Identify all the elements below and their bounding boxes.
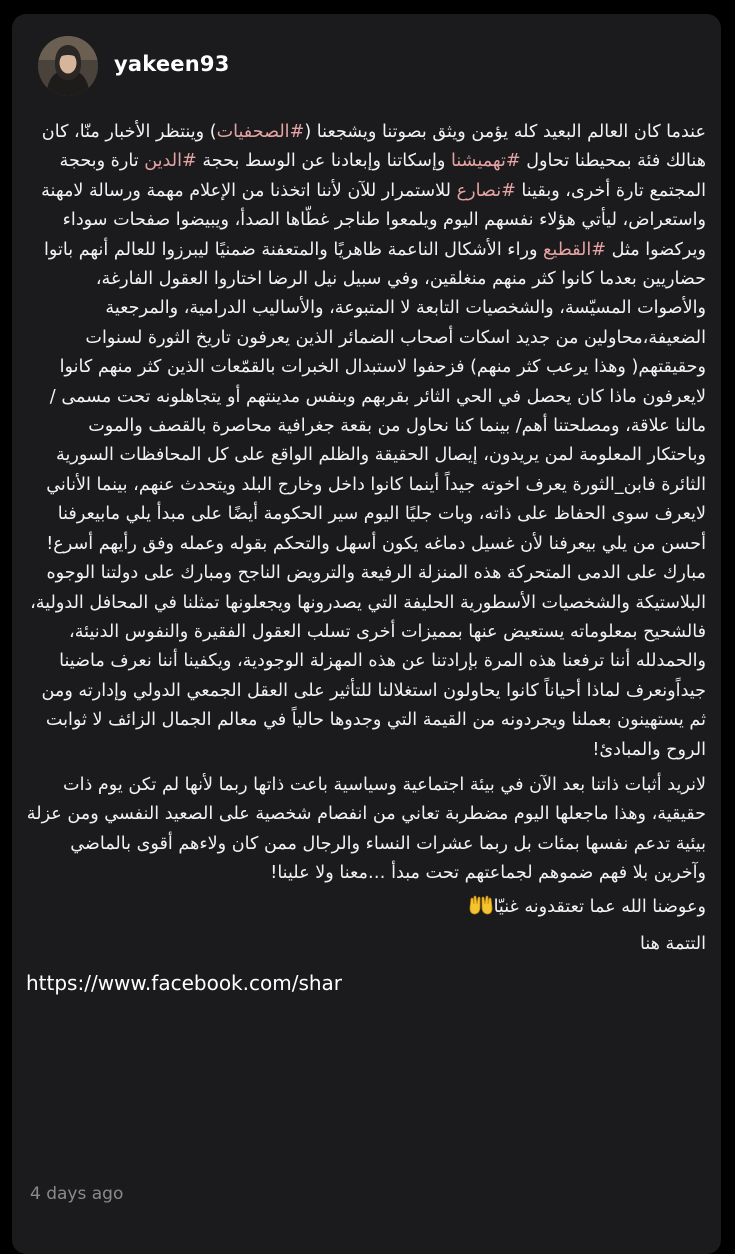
hashtag-link[interactable]: #نصارع [456, 180, 516, 201]
post-link[interactable]: https://www.facebook.com/shar [26, 971, 343, 996]
post-timestamp: 4 days ago [30, 1184, 124, 1204]
post-paragraph-3-text: وعوضنا الله عما تعتقدونه غنيّا [493, 896, 706, 917]
hashtag-link[interactable]: #تهميشنا [451, 151, 521, 172]
post-paragraph-4: التتمة هنا [639, 933, 706, 954]
hashtag-link[interactable]: #الصحفيات [216, 122, 305, 142]
hashtag-link[interactable]: #الدين [144, 151, 197, 172]
post-text-segment: عندما كان العالم البعيد كله يؤمن ويثق بصوتنا ويشجعنا ( [304, 122, 706, 142]
post-body [26, 118, 706, 999]
post-text-segment: للاستمرار للآن لأننا اتخذنا من الإعلام مهمة ورسالة لامهنة واستعراض، ليأتي هؤلاء نفسهم اليوم ويلمعوا طناجر غطّاها الصدأ، ويبيضوا صفحات سوداء ويركضوا مثل [41, 180, 706, 260]
post-paragraph-2: لانريد أثبات ذاتنا بعد الآن في بيئة اجتماعية وسياسية باعت ذاتها ربما لأنها لم تكن يوم ذات حقيقية، وهذا ماجعلها اليوم مضطربة تعاني من انفصام شخصية على الصعيد النفسي ومن عزلة بيئية تدعم نفسها بمئات بل ربما عشرات النساء والرجال ممن كان ولاءهم أقوى بالماضي وآخرين بلا فهم ضموهم لجماعتهم تحت مبدأ …معنا ولا علينا! [26, 774, 706, 884]
username[interactable]: yakeen93 [114, 52, 230, 76]
avatar[interactable] [38, 36, 98, 96]
raising-hands-icon [468, 894, 494, 916]
post-paragraph-3 [26, 893, 706, 922]
post-text-segment: وإسكاتنا وإبعادنا عن الوسط بحجة [196, 151, 452, 172]
hashtag-link[interactable]: #القطيع [543, 239, 607, 260]
post-text-segment: ) وينتظر الأخبار منّا، كان هنالك فئة بمحيطنا تحاول [41, 122, 706, 172]
post-text-segment: تارة وبحجة المجتمع تارة أخرى، وبقينا [59, 151, 706, 201]
post-paragraph-1 [26, 118, 706, 765]
post-text-segment: وراء الأشكال الناعمة ظاهريًا والمتعفنة ضمنيًا ليبرزوا للعالم أنهم باتوا حضاريين بعدما كانوا كثر منهم منغلقين، وفي سبيل نيل الرضا اختاروا العقول الفارغة، والأصوات المسيّسة، والشخصيات التابعة لا المتبوعة، والأساليب الدرامية، والمرجعية الضعيفة،محاولين من جديد اسكات أصحاب الضمائر الذين يعرفون تاريخ الثورة لسنوات وحقيقتهم( وهذا يرعب كثر منهم) فزحفوا لاستبدال الخبرات بالقمّعات الذين كثر منهم كانوا لايعرفون ماذا كان يحصل في الحي الثائر بقربهم وبنفس مدينتهم أو يتجاهلونه تحت مسمى /مالنا علاقة، ومصلحتنا أهم/ بينما كنا نحاول من بقعة جغرافية محاصرة بالقصف والموت وباحتكار المعلومة لمن يريدون، إيصال الحقيقة والظلم الواقع على كل المحافظات السورية الثائرة فابن_الثورة يعرف اخوته جيداً أينما كانوا داخل وخارج البلد ويتحدث عنهم، بينما الأناني لايعرف سوى الحفاظ على ذاته، وبات جليًا اليوم سير الحكومة أيضًا على مبدأ يلي مابيعرفنا أحسن من يلي بيعرفنا لأن غسيل دماغه يكون أسهل والتحكم بقوله وعمله وفق رأيهم أسرع! مبارك على الدمى المتحركة هذه المنزلة الرفيعة والترويض الناجح ومبارك على دولتنا الوجوه البلاستيكة والشخصيات الأسطورية الحليفة التي يصدرونها ويجعلونها تمثلنا في المحافل الدولية، فالشحيح بمعلوماته يستعيض عنها بمميزات أخرى تسلب العقول الفقيرة والنفوس الدنيئة، والحمدلله أننا ترفعنا هذه المرة بإرادتنا عن هذه المهزلة الوجودية، ويكفينا أننا نعرف ماضينا جيداًونعرف لماذا أحياناً كانوا يحاولون استغلالنا للتأثير على العقل الجمعي الدولي وإدارته ومن ثم يستهينون بعملنا ويجردونه من القيمة التي وجدوها حالياً في معالم الجمال الزائف لا ثوابت الروح والمبادئ! [30, 239, 706, 760]
